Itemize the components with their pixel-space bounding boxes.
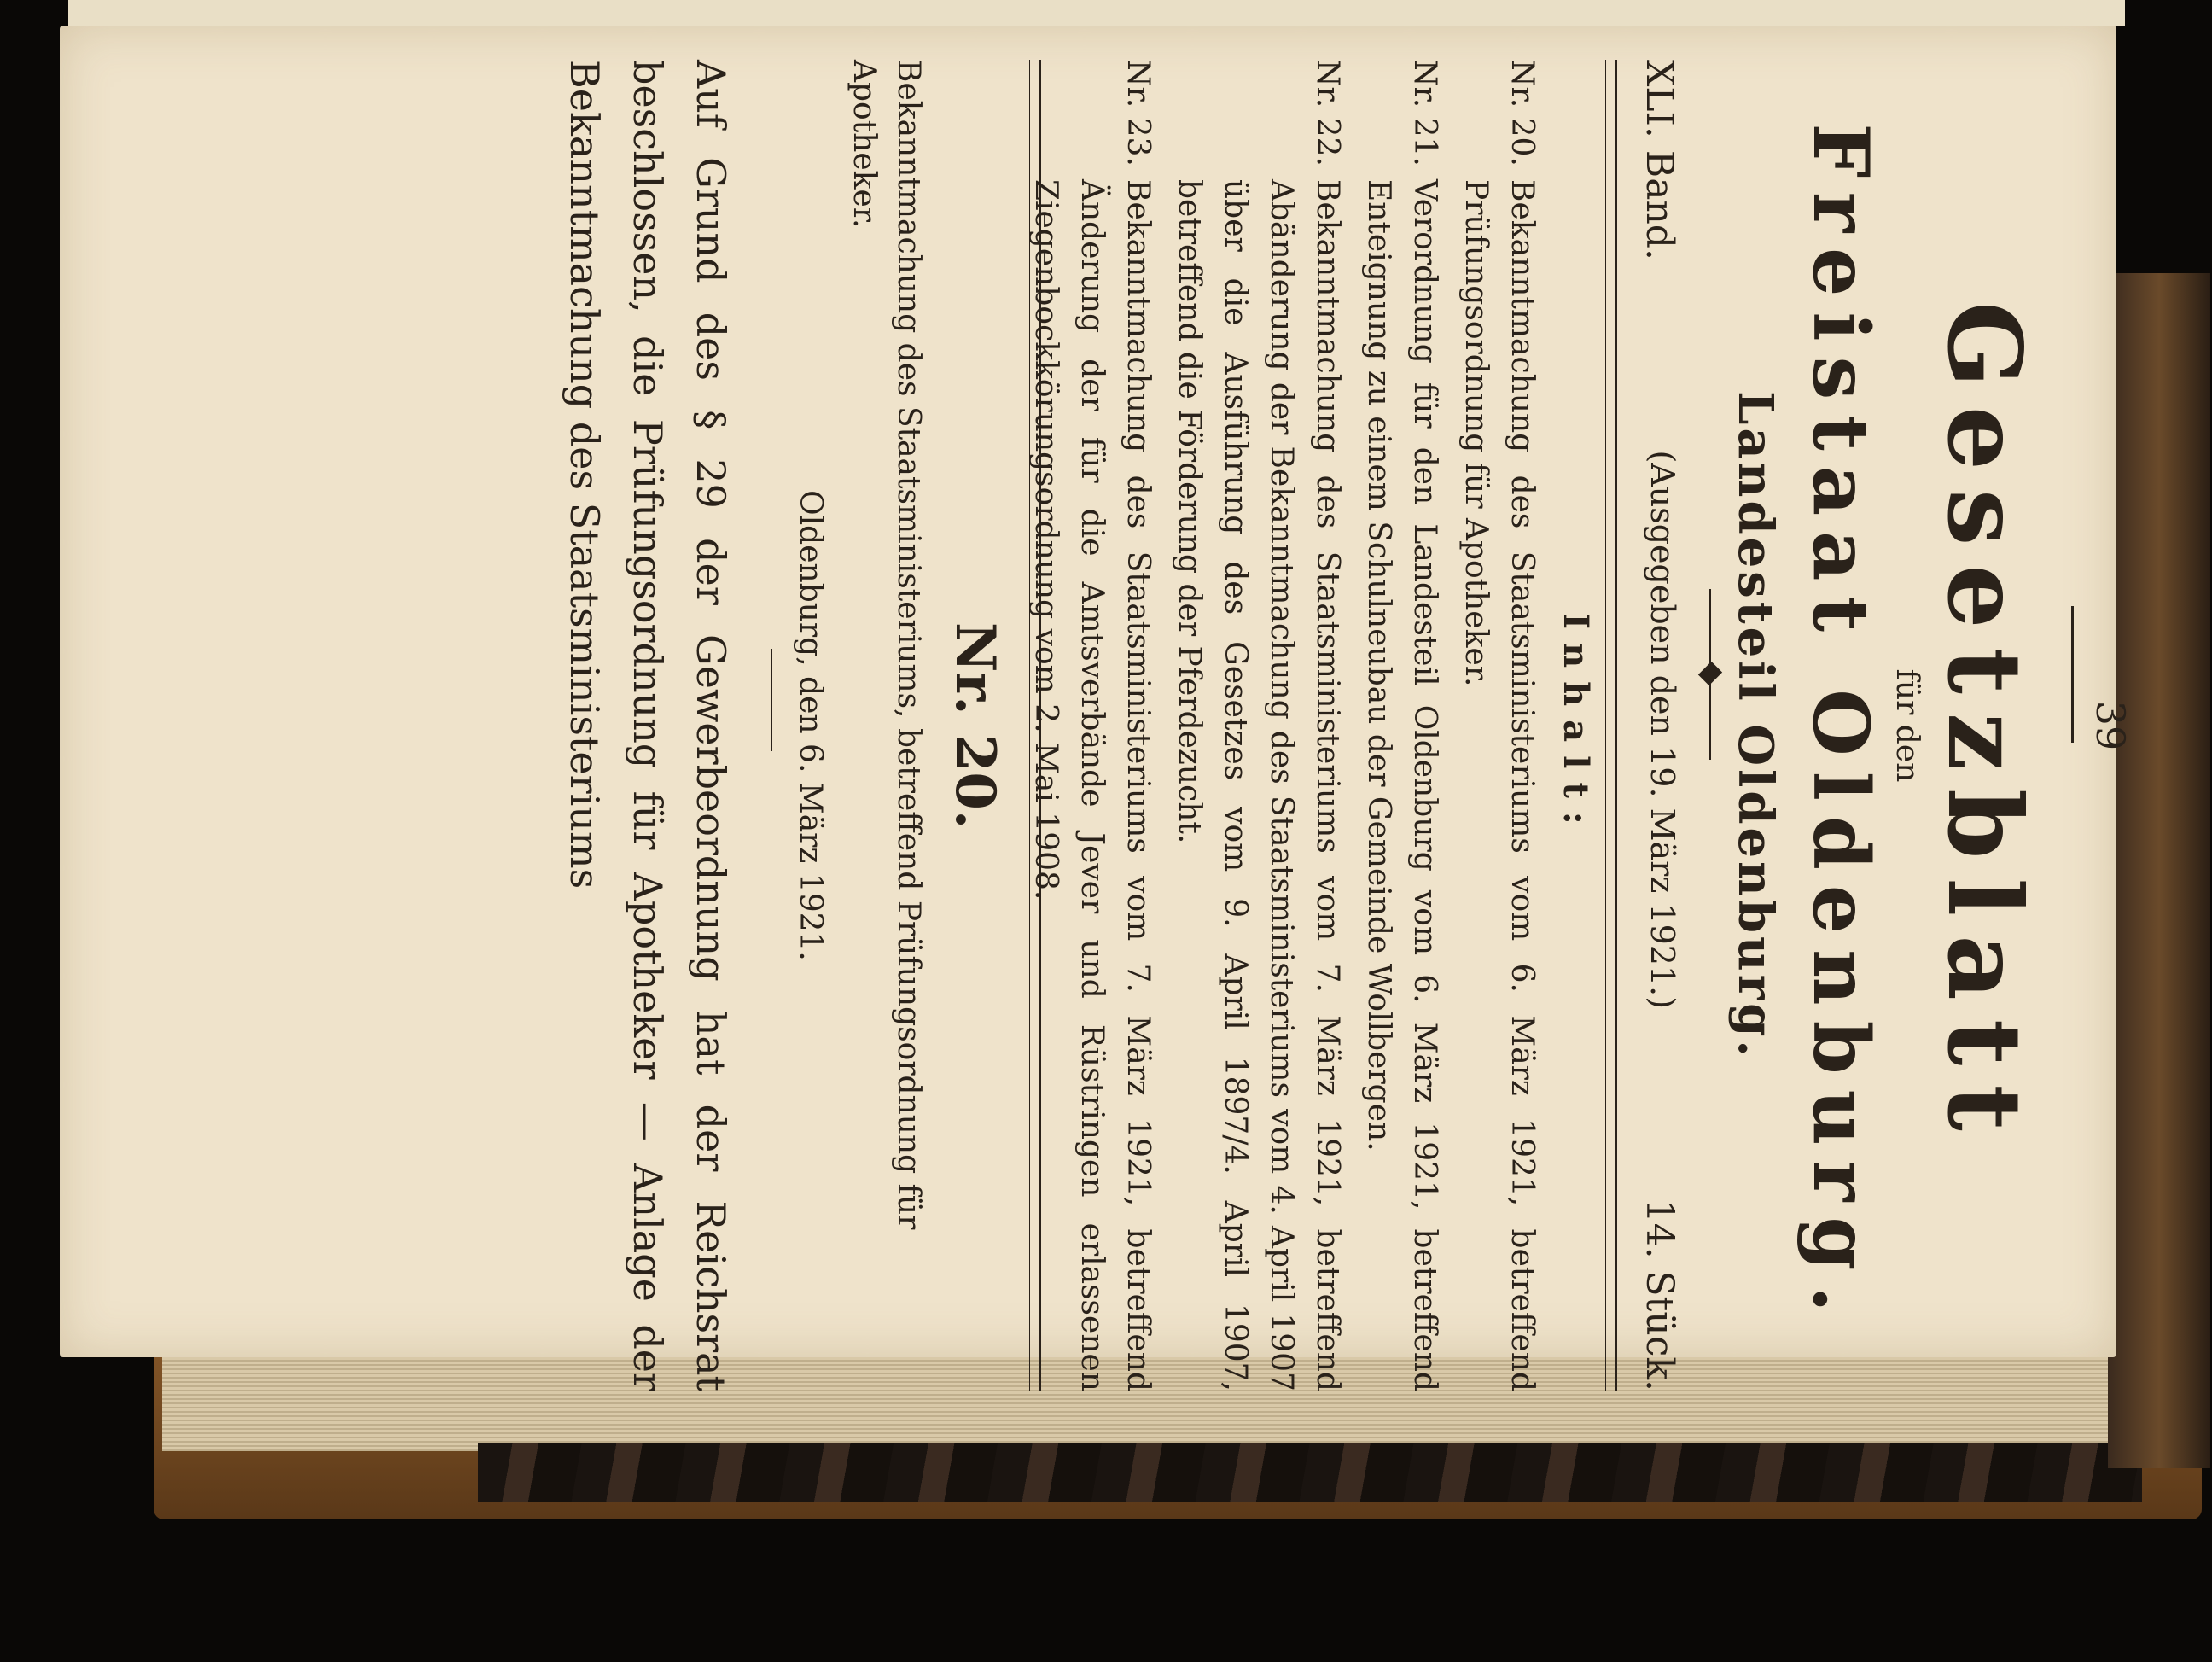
toc-item	[1355, 60, 1447, 1391]
toc-item	[1022, 60, 1161, 1391]
page-title: Gesetzblatt	[1925, 301, 2044, 1150]
toc-item-number: Nr. 22.	[1310, 60, 1345, 166]
toc-item-number: Nr. 20.	[1505, 60, 1540, 166]
toc-item-number: Nr. 23.	[1121, 60, 1155, 166]
page-content	[350, 60, 2142, 1391]
state-name: Freistaat Oldenburg.	[1796, 123, 1886, 1328]
section-rule	[771, 649, 772, 751]
issue-date: (Ausgegeben den 19. März 1921.)	[1644, 450, 1681, 1010]
toc-heading: Inhalt:	[1556, 613, 1596, 838]
marbled-edge	[478, 1443, 2142, 1502]
subtitle-fuer-den: für den	[1889, 668, 1924, 783]
double-rule	[1605, 60, 1617, 1391]
decree-place-date: Oldenburg, den 6. März 1921.	[793, 490, 828, 961]
facing-page-edge	[68, 0, 2125, 26]
decree-body: Auf Grund des § 29 der Gewerbeordnung hat der Reichsrat beschlossen, die Prüfungsordnung für Apotheker — Anlage der Bekanntmachung des Staatsministeriums	[562, 60, 734, 1391]
toc-item	[1452, 60, 1545, 1391]
page-number: 39	[2087, 700, 2133, 751]
page-number-rule	[2071, 606, 2074, 743]
toc-item-number: Nr. 21.	[1407, 60, 1442, 166]
toc-item-text: Bekanntmachung des Staatsministeriums vom 7. März 1921, betreffend Abänderung der Bekanntmachung des Staatsministeriums vom 4. April 1907 über die Ausführung des Gesetzes vom 9. April 1897/4. April 1907, betreffend die Förderung der Pferdezucht.	[1172, 179, 1345, 1391]
issue-line	[1638, 60, 1681, 1391]
toc-item-text: Bekanntmachung des Staatsministeriums vom 6. März 1921, betreffend Prüfungsordnung für Apotheker.	[1458, 179, 1540, 1391]
toc-item	[1166, 60, 1350, 1391]
decree-intro: Bekanntmachung des Staatsministeriums, betreffend Prüfungsordnung für Apotheker.	[847, 60, 926, 1230]
toc-item-text: Bekanntmachung des Staatsministeriums vom 7. März 1921, betreffend Änderung der für die Amtsverbände Jever und Rüstringen erlassenen Ziegenbockkörungsordnung vom 2. Mai 1908.	[1028, 179, 1155, 1391]
document-page	[60, 26, 2133, 1391]
ornament-diamond-icon	[1698, 662, 1722, 685]
toc-item-text: Verordnung für den Landesteil Oldenburg vom 6. März 1921, betreffend Enteignung zu einem Schulneubau der Gemeinde Wollbergen.	[1361, 179, 1442, 1391]
band-label: XLI. Band.	[1638, 60, 1681, 260]
stueck-label: 14. Stück.	[1638, 1198, 1681, 1391]
table-of-contents	[1017, 60, 1545, 1391]
double-rule	[1029, 60, 1041, 1391]
decree-heading: Nr. 20.	[943, 621, 1007, 830]
state-part: Landesteil Oldenburg.	[1727, 391, 1784, 1060]
